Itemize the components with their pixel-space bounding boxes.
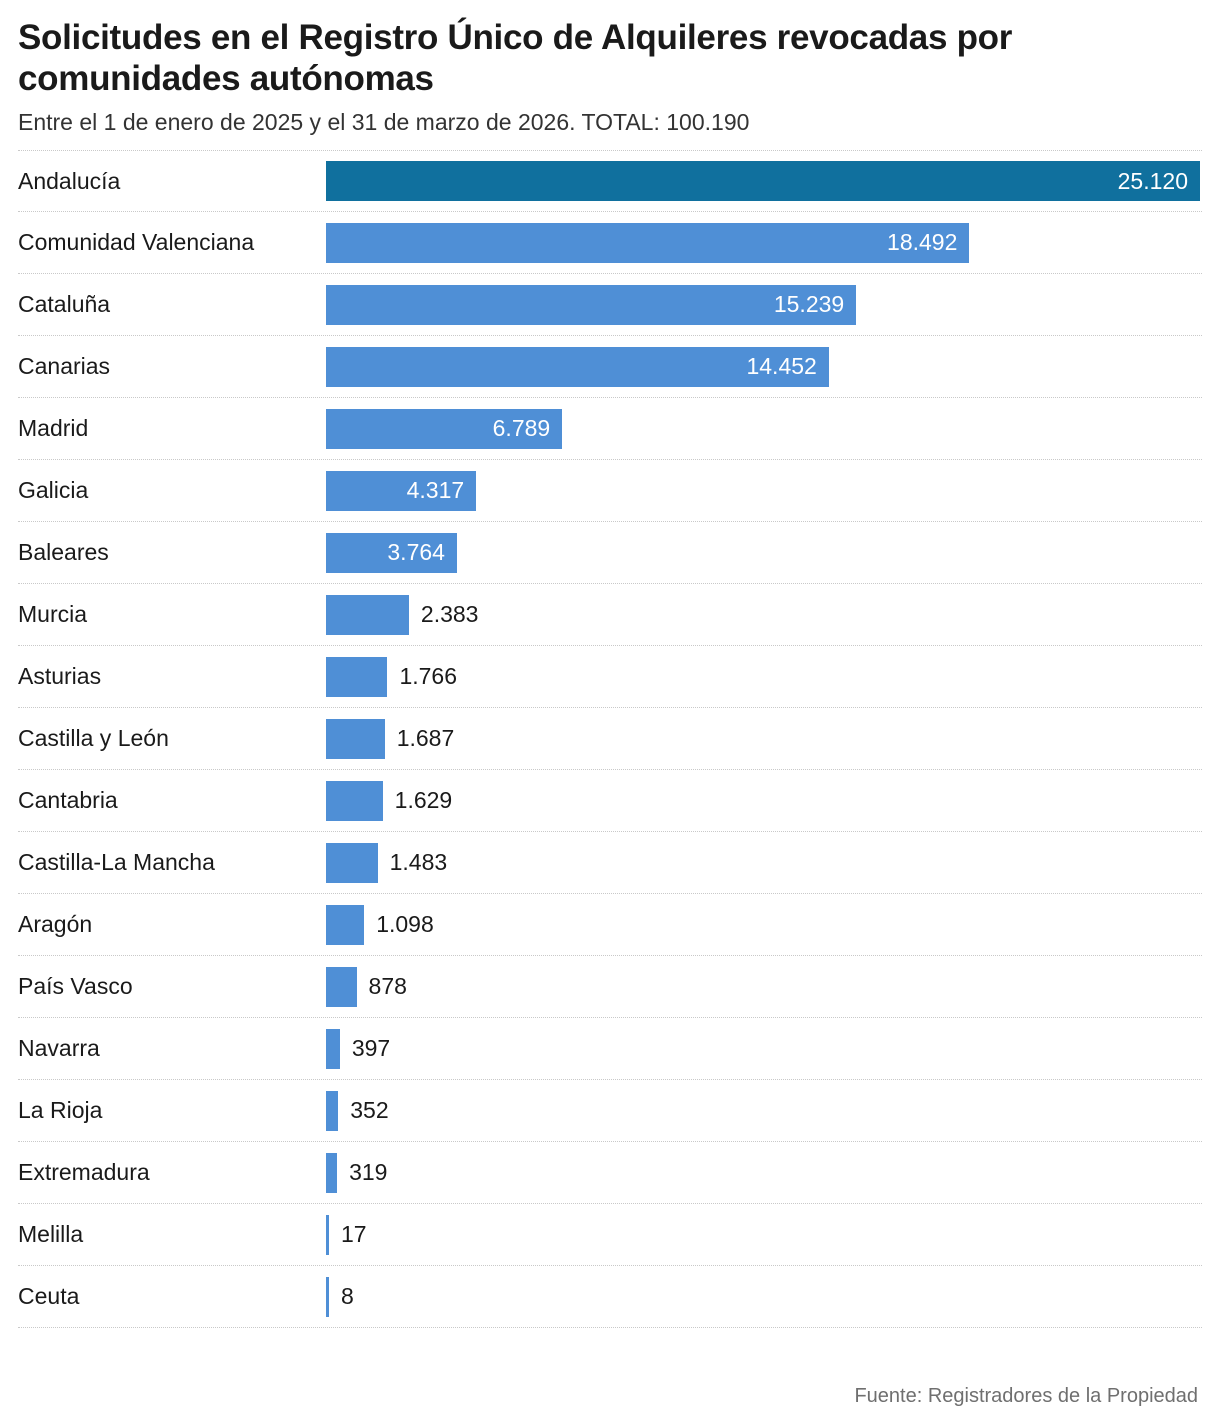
bar-value-label: 14.452 [746, 353, 817, 380]
bar-value-label: 18.492 [887, 229, 958, 256]
bar-value-label: 17 [341, 1221, 367, 1248]
bar-row [18, 770, 1202, 832]
bar-row [18, 398, 1202, 460]
bar-track [326, 646, 1202, 707]
bar [326, 1215, 329, 1255]
bar-track [326, 770, 1202, 831]
source-note: Fuente: Registradores de la Propiedad [854, 1384, 1198, 1407]
bar-category-label: Castilla y León [18, 725, 169, 752]
page-subtitle: Entre el 1 de enero de 2025 y el 31 de marzo de 2026. TOTAL: 100.190 [18, 109, 750, 136]
bar [326, 161, 1200, 201]
bar-category-label: Asturias [18, 663, 102, 690]
bar-track [326, 1080, 1202, 1141]
bar [326, 1091, 338, 1131]
bar-row [18, 1142, 1202, 1204]
bar-category-label: Cantabria [18, 787, 118, 814]
bar [326, 1153, 337, 1193]
bar-category-label: Baleares [18, 539, 109, 566]
bar-value-label: 397 [351, 1035, 391, 1062]
bar-category-label: Ceuta [18, 1283, 80, 1310]
bar-value-label: 2.383 [420, 601, 479, 628]
bar-row [18, 1080, 1202, 1142]
bar-track [326, 1018, 1202, 1079]
bar-category-label: Extremadura [18, 1159, 150, 1186]
bar [326, 533, 457, 573]
bar-row [18, 212, 1202, 274]
bar-value-label: 1.483 [389, 849, 448, 876]
bar [326, 471, 476, 511]
bar-track [326, 398, 1202, 459]
bar-category-label: Galicia [18, 477, 89, 504]
bar-category-label: Navarra [18, 1035, 100, 1062]
bar-category-label: Aragón [18, 911, 93, 938]
bar-category-label: Murcia [18, 601, 88, 628]
bar-row [18, 522, 1202, 584]
bar-value-label: 4.317 [406, 477, 465, 504]
bar-value-label: 878 [368, 973, 407, 1000]
bar-value-label: 15.239 [773, 291, 845, 318]
bar-value-label: 1.629 [394, 787, 453, 814]
bar [326, 595, 409, 635]
bar-row [18, 832, 1202, 894]
bar [326, 1029, 340, 1069]
page-title: Solicitudes en el Registro Único de Alquileres revocadas por comunidades autónomas [18, 18, 1013, 98]
bar-row [18, 150, 1202, 212]
bar-value-label: 6.789 [492, 415, 551, 442]
bar-row [18, 708, 1202, 770]
bar-value-label: 352 [350, 1097, 389, 1124]
bar-row [18, 1266, 1202, 1328]
bar-row [18, 460, 1202, 522]
bar [326, 905, 364, 945]
bar-row [18, 956, 1202, 1018]
bar [326, 1277, 329, 1317]
bar-chart [18, 150, 1202, 1364]
bar-track [326, 460, 1202, 521]
bar [326, 967, 357, 1007]
bar-row [18, 336, 1202, 398]
bar-row [18, 646, 1202, 708]
bar-track [326, 832, 1202, 893]
bar-category-label: Castilla-La Mancha [18, 849, 215, 876]
bar-track [326, 212, 1202, 273]
bar-track [326, 151, 1202, 211]
bar [326, 409, 562, 449]
bar [326, 781, 383, 821]
bar-row [18, 894, 1202, 956]
bar-value-label: 3.764 [387, 539, 445, 566]
bar-category-label: Canarias [18, 353, 111, 380]
bar-category-label: Andalucía [18, 167, 121, 194]
bar-track [326, 522, 1202, 583]
bar-value-label: 1.766 [399, 663, 457, 690]
bar-category-label: Cataluña [18, 291, 111, 318]
bar-track [326, 708, 1202, 769]
bar-track [326, 1142, 1202, 1203]
bar [326, 285, 856, 325]
bar-track [326, 894, 1202, 955]
bar [326, 347, 829, 387]
bar-value-label: 1.687 [396, 725, 455, 752]
bar-category-label: Melilla [18, 1221, 84, 1248]
bar-row [18, 274, 1202, 336]
bar-row [18, 1204, 1202, 1266]
bar-category-label: Madrid [18, 415, 89, 442]
bar-track [326, 584, 1202, 645]
bar [326, 657, 387, 697]
bar-row [18, 1018, 1202, 1080]
bar-value-label: 8 [341, 1283, 354, 1310]
bar-track [326, 274, 1202, 335]
bar-value-label: 25.120 [1117, 167, 1188, 194]
bar [326, 719, 385, 759]
bar-category-label: La Rioja [18, 1097, 103, 1124]
bar-row [18, 584, 1202, 646]
bar-track [326, 336, 1202, 397]
bar-category-label: País Vasco [18, 973, 133, 1000]
bar-track [326, 1204, 1202, 1265]
bar [326, 223, 969, 263]
bar-value-label: 1.098 [376, 911, 434, 938]
bar-category-label: Comunidad Valenciana [18, 229, 255, 256]
bar-track [326, 1266, 1202, 1327]
bar [326, 843, 378, 883]
bar-value-label: 319 [349, 1159, 388, 1186]
bar-track [326, 956, 1202, 1017]
